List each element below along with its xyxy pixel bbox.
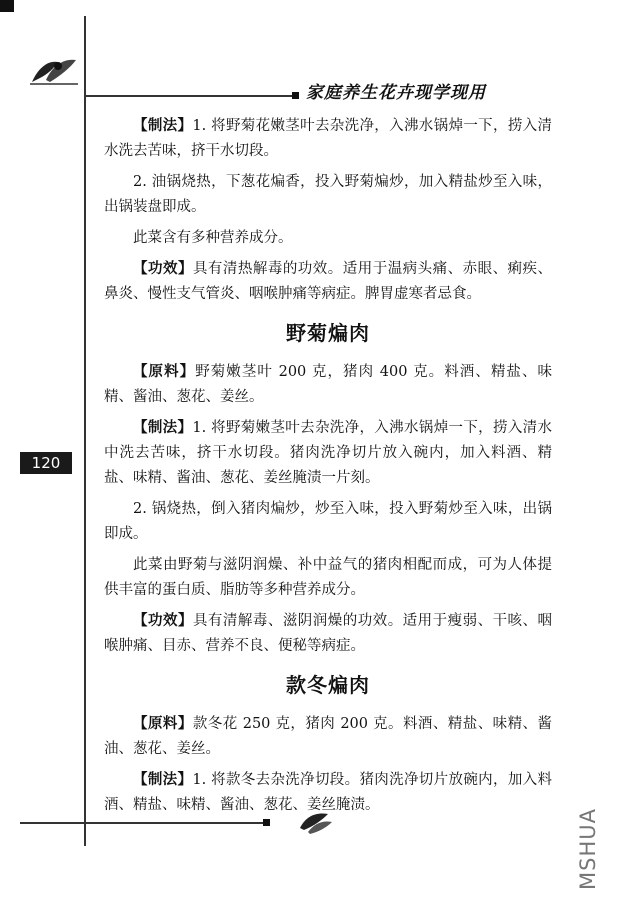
section-tag: 【原料】	[133, 716, 193, 732]
page-number: 120	[20, 452, 72, 474]
recipe-paragraph	[104, 553, 552, 603]
flower-ornament-icon	[28, 52, 82, 88]
section-tag: 【原料】	[133, 364, 196, 380]
recipe-paragraph	[104, 497, 552, 547]
paragraph-text: 2. 油锅烧热，下葱花煸香，投入野菊煸炒，加入精盐炒至入味，出锅装盘即成。	[104, 174, 552, 215]
paragraph-text: 野菊嫩茎叶 200 克，猪肉 400 克。料酒、精盐、味精、酱油、葱花、姜丝。	[104, 364, 553, 405]
paragraph-text: 具有清解毒、滋阴润燥的功效。适用于瘦弱、干咳、咽喉肿痛、目赤、营养不良、便秘等病症。	[104, 613, 553, 654]
header-rule-dot	[292, 92, 299, 99]
paragraph-text: 此菜含有多种营养成分。	[133, 230, 293, 246]
recipe-paragraph	[104, 360, 552, 410]
margin-vertical-rule	[84, 16, 86, 846]
paragraph-text: 具有清热解毒的功效。适用于温病头痛、赤眼、痢疾、鼻炎、慢性支气管炎、咽喉肿痛等病症。脾胃虚寒者忌食。	[104, 261, 553, 302]
paragraph-text: 1. 将野菊花嫩茎叶去杂洗净，入沸水锅焯一下，捞入清水洗去苦味，挤干水切段。	[104, 118, 552, 159]
running-title: 家庭养生花卉现学现用	[306, 83, 486, 103]
section-tag: 【功效】	[133, 261, 193, 277]
recipe-paragraph	[104, 257, 552, 307]
section-tag: 【制法】	[133, 118, 193, 134]
paragraph-text: 2. 锅烧热，倒入猪肉煸炒，炒至入味，投入野菊炒至入味，出锅即成。	[104, 501, 552, 542]
recipe-paragraph	[104, 114, 552, 164]
recipe-paragraph	[104, 170, 552, 220]
section-tag: 【制法】	[133, 420, 193, 436]
corner-mark	[0, 0, 14, 12]
section-tag: 【功效】	[133, 613, 193, 629]
paragraph-text: 1. 将款冬去杂洗净切段。猪肉洗净切片放碗内，加入料酒、精盐、味精、酱油、葱花、姜丝腌渍。	[104, 772, 552, 813]
paragraph-text: 此菜由野菊与滋阴润燥、补中益气的猪肉相配而成，可为人体提供丰富的蛋白质、脂肪等多种营养成分。	[104, 557, 552, 598]
header-rule	[84, 95, 294, 97]
paragraph-text: 款冬花 250 克，猪肉 200 克。料酒、精盐、味精、酱油、葱花、姜丝。	[104, 716, 553, 757]
recipe-title: 野菊煸肉	[286, 321, 370, 345]
footer-rule	[20, 822, 266, 824]
page-body	[104, 114, 552, 824]
section-tag: 【制法】	[133, 772, 193, 788]
recipe-title: 款冬煸肉	[286, 673, 370, 697]
watermark-text: MSHUA	[576, 808, 600, 890]
recipe-paragraph	[104, 712, 552, 762]
recipe-paragraph	[104, 609, 552, 659]
paragraph-text: 1. 将野菊嫩茎叶去杂洗净，入沸水锅焯一下，捞入清水中洗去苦味，挤干水切段。猪肉洗净切片放入碗内，加入料酒、精盐、味精、酱油、葱花、姜丝腌渍一片刻。	[104, 420, 552, 486]
recipe-paragraph	[104, 226, 552, 251]
recipe-paragraph	[104, 416, 552, 491]
leaf-ornament-icon	[298, 808, 334, 836]
footer-rule-dot	[263, 819, 270, 826]
